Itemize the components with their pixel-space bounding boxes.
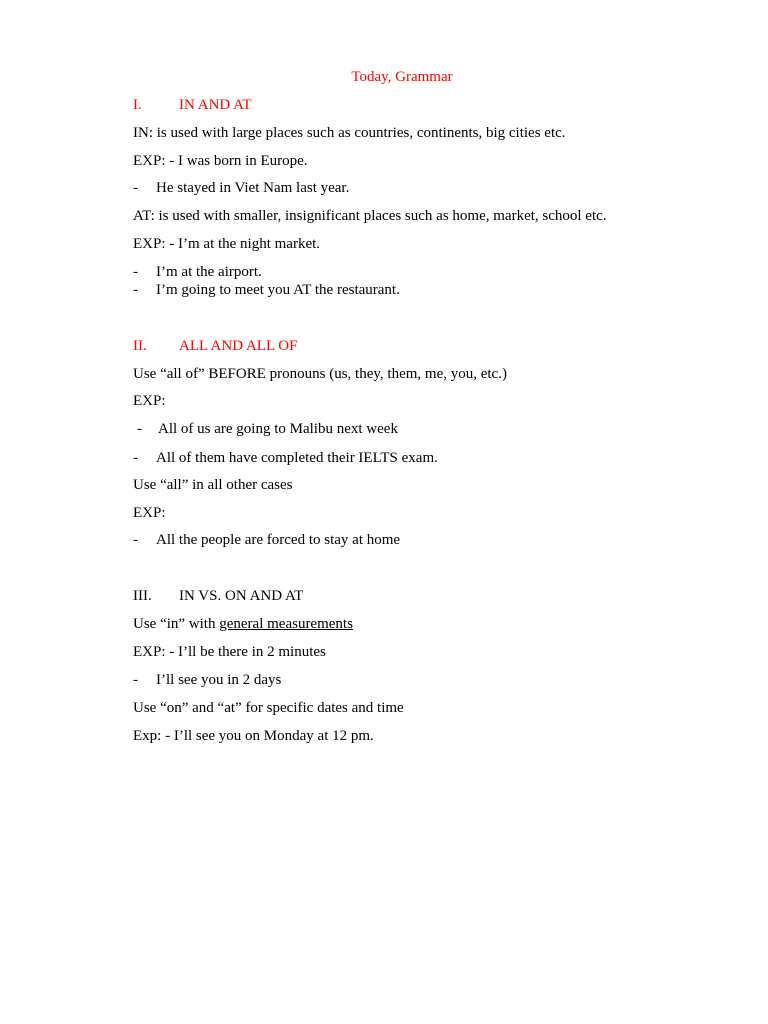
section-number: III. bbox=[133, 588, 152, 604]
section-title: IN AND AT bbox=[179, 97, 252, 113]
section-heading-3 bbox=[133, 587, 303, 605]
paragraph: EXP: - I was born in Europe. bbox=[133, 153, 308, 169]
bullet-text: He stayed in Viet Nam last year. bbox=[156, 180, 350, 196]
paragraph: Use “all of” BEFORE pronouns (us, they, them, me, you, etc.) bbox=[133, 366, 507, 382]
bullet-text: All the people are forced to stay at home bbox=[156, 532, 401, 548]
bullet-item bbox=[133, 449, 438, 467]
bullet-text: I’m going to meet you AT the restaurant. bbox=[156, 282, 400, 298]
bullet-dash: - bbox=[133, 180, 138, 196]
bullet-dash: - bbox=[137, 421, 142, 437]
bullet-dash: - bbox=[133, 672, 138, 688]
bullet-item bbox=[133, 671, 281, 689]
bullet-dash: - bbox=[133, 450, 138, 466]
paragraph: Use “on” and “at” for specific dates and time bbox=[133, 700, 404, 716]
underlined-phrase: general measurements bbox=[219, 616, 353, 632]
bullet-text: All of them have completed their IELTS exam. bbox=[156, 450, 438, 466]
paragraph: IN: is used with large places such as countries, continents, big cities etc. bbox=[133, 125, 566, 141]
document-title: Today, Grammar bbox=[351, 69, 453, 85]
section-heading-1 bbox=[133, 96, 252, 114]
paragraph: AT: is used with smaller, insignificant places such as home, market, school etc. bbox=[133, 208, 607, 224]
bullet-item bbox=[133, 531, 400, 549]
paragraph-text: Use “in” with bbox=[133, 616, 220, 632]
bullet-text: I’ll see you in 2 days bbox=[156, 672, 282, 688]
bullet-text: I’m at the airport. bbox=[156, 264, 262, 280]
section-heading-2 bbox=[133, 337, 297, 355]
section-number: I. bbox=[133, 97, 142, 113]
section-number: II. bbox=[133, 338, 147, 354]
bullet-dash: - bbox=[133, 264, 138, 280]
bullet-text: All of us are going to Malibu next week bbox=[158, 421, 398, 437]
bullet-dash: - bbox=[133, 532, 138, 548]
paragraph: EXP: - I’m at the night market. bbox=[133, 236, 321, 252]
paragraph: EXP: - I’ll be there in 2 minutes bbox=[133, 644, 326, 660]
paragraph: Exp: - I’ll see you on Monday at 12 pm. bbox=[133, 728, 374, 744]
paragraph: EXP: bbox=[133, 393, 166, 409]
bullet-item bbox=[133, 281, 400, 299]
paragraph: EXP: bbox=[133, 505, 166, 521]
paragraph bbox=[133, 615, 353, 633]
bullet-item bbox=[133, 179, 349, 197]
section-title: ALL AND ALL OF bbox=[179, 338, 298, 354]
bullet-dash: - bbox=[133, 282, 138, 298]
bullet-item bbox=[133, 263, 262, 281]
paragraph: Use “all” in all other cases bbox=[133, 477, 293, 493]
section-title: IN VS. ON AND AT bbox=[179, 588, 304, 604]
bullet-item bbox=[137, 420, 398, 438]
